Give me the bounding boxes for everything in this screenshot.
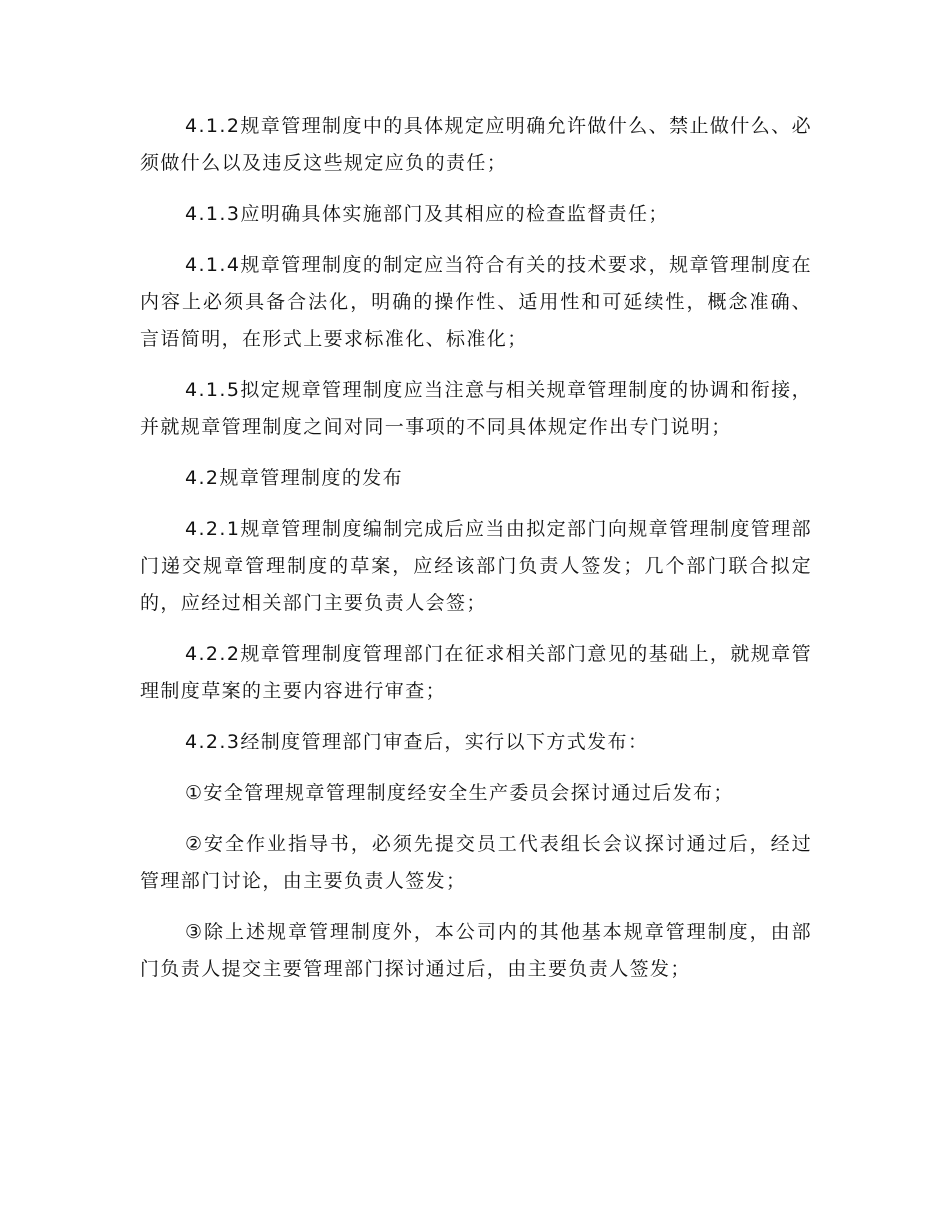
list-item-1: ①安全管理规章管理制度经安全生产委员会探讨通过后发布； (185, 782, 734, 804)
paragraph-4-2-1: 4.2.1规章管理制度编制完成后应当由拟定部门向规章管理制度管理部门递交规章管理制度的草案，应经该部门负责人签发；几个部门联合拟定的，应经过相关部门主要负责人会签； (140, 518, 812, 614)
paragraph-4-2-2: 4.2.2规章管理制度管理部门在征求相关部门意见的基础上，就规章管理制度草案的主要内容进行审查； (140, 643, 812, 702)
section-heading-4-2: 4.2规章管理制度的发布 (185, 467, 404, 489)
paragraph-4-1-2: 4.1.2规章管理制度中的具体规定应明确允许做什么、禁止做什么、必须做什么以及违反这些规定应负的责任； (140, 115, 812, 174)
paragraph-4-1-3: 4.1.3应明确具体实施部门及其相应的检查监督责任； (185, 203, 669, 225)
document-body (140, 108, 812, 1002)
list-item-3: ③除上述规章管理制度外，本公司内的其他基本规章管理制度，由部门负责人提交主要管理部门探讨通过后，由主要负责人签发； (140, 921, 812, 980)
paragraph-4-1-4: 4.1.4规章管理制度的制定应当符合有关的技术要求，规章管理制度在内容上必须具备合法化，明确的操作性、适用性和可延续性，概念准确、言语简明，在形式上要求标准化、标准化； (140, 254, 812, 350)
paragraph-4-2-3: 4.2.3经制度管理部门审查后，实行以下方式发布： (185, 731, 649, 753)
list-item-2: ②安全作业指导书，必须先提交员工代表组长会议探讨通过后，经过管理部门讨论，由主要负责人签发； (140, 833, 812, 892)
paragraph-4-1-5: 4.1.5拟定规章管理制度应当注意与相关规章管理制度的协调和衔接，并就规章管理制度之间对同一事项的不同具体规定作出专门说明； (140, 379, 812, 438)
